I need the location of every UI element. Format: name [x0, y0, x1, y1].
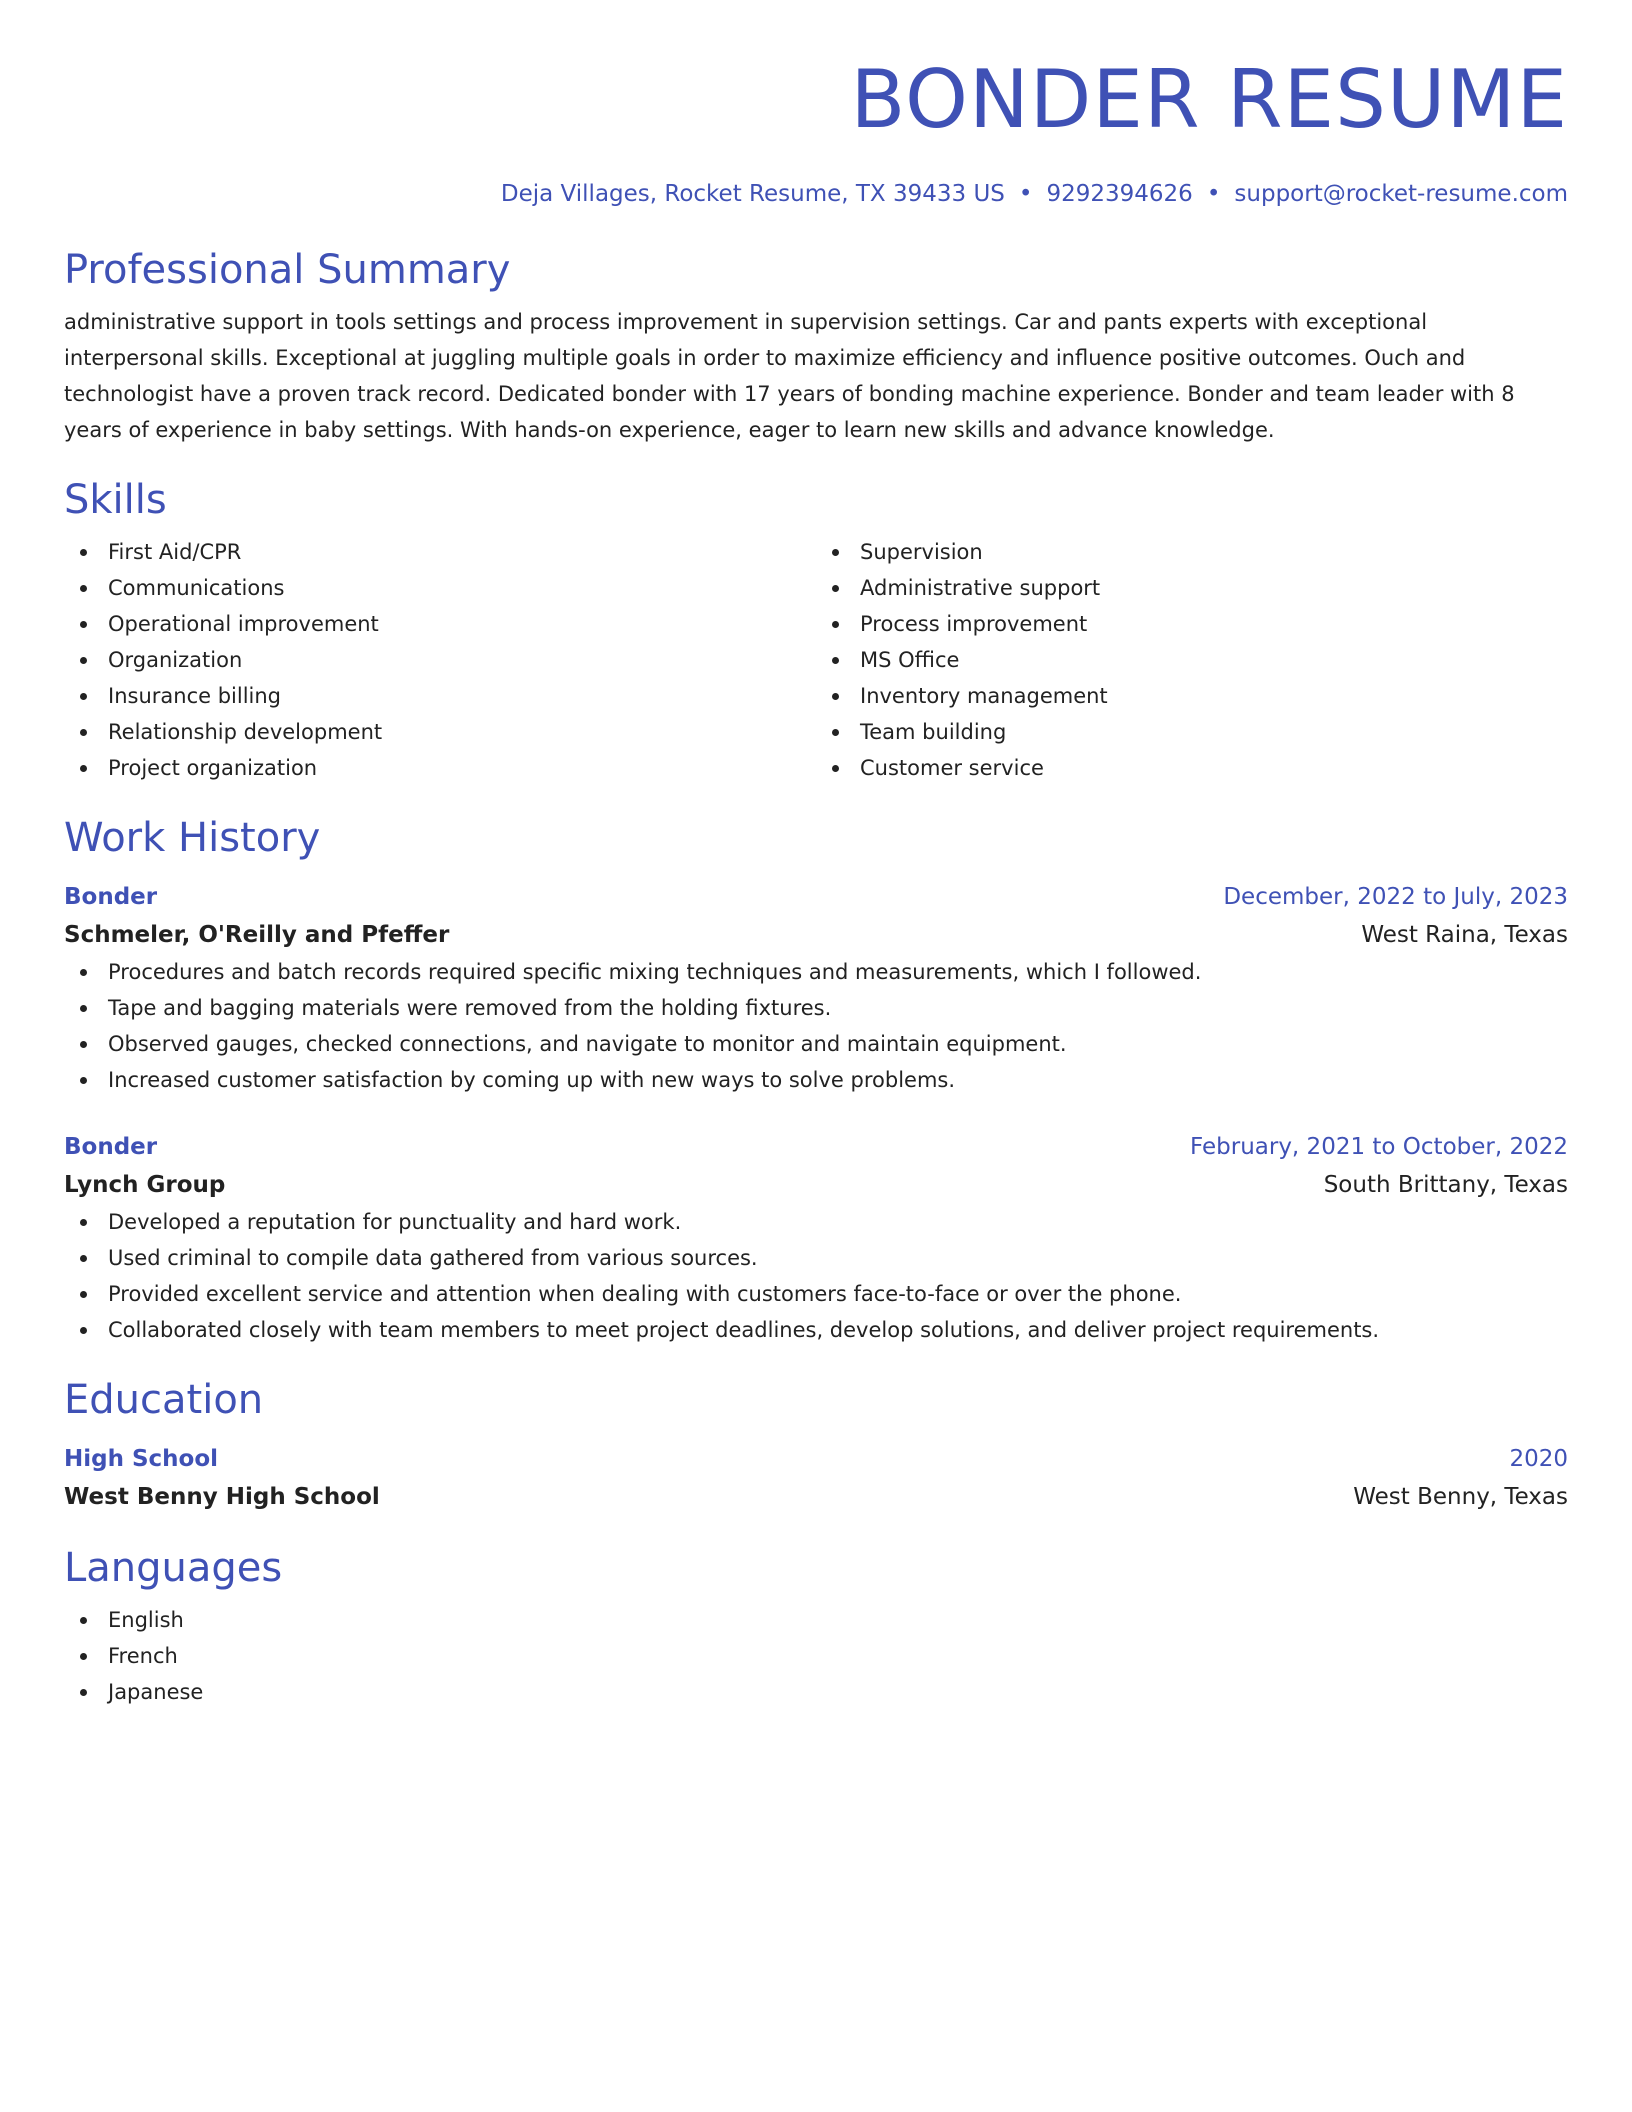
- resume-title: BONDER RESUME: [850, 53, 1568, 146]
- job-bullet: Collaborated closely with team members to meet project deadlines, develop solutions, and deliver project requirements.: [64, 1312, 1568, 1348]
- skills-heading: Skills: [64, 477, 167, 523]
- education-school-row: [64, 1478, 1568, 1516]
- job-location: South Brittany, Texas: [1323, 1172, 1568, 1198]
- skill-item: Relationship development: [64, 714, 816, 750]
- job-bullet: Provided excellent service and attention when dealing with customers face-to-face or over the phone.: [64, 1276, 1568, 1312]
- language-item: English: [64, 1602, 1568, 1638]
- job-entry: [64, 878, 1568, 1098]
- work-history-heading: Work History: [64, 815, 321, 861]
- skills-column-right: [816, 534, 1568, 786]
- job-bullet: Developed a reputation for punctuality and hard work.: [64, 1204, 1568, 1240]
- skill-item: Customer service: [816, 750, 1568, 786]
- resume-header: [64, 52, 1568, 210]
- contact-line: [64, 178, 1568, 210]
- job-company-row: [64, 916, 1568, 954]
- skill-item: Project organization: [64, 750, 816, 786]
- skill-item: Operational improvement: [64, 606, 816, 642]
- languages-list: [64, 1602, 1568, 1710]
- job-title-row: [64, 1128, 1568, 1166]
- job-title-row: [64, 878, 1568, 916]
- contact-phone: 9292394626: [1046, 181, 1193, 207]
- summary-heading: Professional Summary: [64, 247, 511, 293]
- work-history-section: [64, 812, 1568, 1348]
- skill-item: Insurance billing: [64, 678, 816, 714]
- contact-separator: •: [1206, 181, 1221, 207]
- contact-address: Deja Villages, Rocket Resume, TX 39433 US: [500, 181, 1005, 207]
- education-entry: [64, 1440, 1568, 1516]
- skill-item: Communications: [64, 570, 816, 606]
- summary-section: [64, 244, 1568, 448]
- education-school: West Benny High School: [64, 1484, 380, 1510]
- education-year: 2020: [1509, 1446, 1568, 1472]
- job-dates: February, 2021 to October, 2022: [1190, 1134, 1568, 1160]
- skill-item: Inventory management: [816, 678, 1568, 714]
- education-location: West Benny, Texas: [1353, 1484, 1568, 1510]
- job-bullets: [64, 954, 1568, 1098]
- job-location: West Raina, Texas: [1361, 922, 1568, 948]
- skills-list-left: [64, 534, 816, 786]
- job-bullet: Observed gauges, checked connections, and navigate to monitor and maintain equipment.: [64, 1026, 1568, 1062]
- job-company-row: [64, 1166, 1568, 1204]
- skill-item: Organization: [64, 642, 816, 678]
- summary-text: administrative support in tools settings and process improvement in supervision settings. Car and pants experts with exceptional interpersonal skills. Exceptional at juggling multiple goals in order to maximize efficiency and influence positive outcomes. Ouch and technologist have a proven track record. Dedicated bonder with 17 years of bonding machine experience. Bonder and team leader with 8 years of experience in baby settings. With hands-on experience, eager to learn new skills and advance knowledge.: [64, 310, 1515, 442]
- education-section: [64, 1374, 1568, 1516]
- job-company: Lynch Group: [64, 1172, 226, 1198]
- skill-item: First Aid/CPR: [64, 534, 816, 570]
- job-bullet: Procedures and batch records required specific mixing techniques and measurements, which I followed.: [64, 954, 1568, 990]
- education-degree: High School: [64, 1446, 219, 1472]
- languages-section: [64, 1542, 1568, 1710]
- skill-item: Team building: [816, 714, 1568, 750]
- skills-column-left: [64, 534, 816, 786]
- skill-item: Process improvement: [816, 606, 1568, 642]
- skills-list-right: [816, 534, 1568, 786]
- job-title: Bonder: [64, 884, 158, 910]
- job-bullets: [64, 1204, 1568, 1348]
- education-heading: Education: [64, 1377, 264, 1423]
- skill-item: Supervision: [816, 534, 1568, 570]
- job-dates: December, 2022 to July, 2023: [1223, 884, 1568, 910]
- skill-item: Administrative support: [816, 570, 1568, 606]
- contact-separator: •: [1018, 181, 1033, 207]
- job-company: Schmeler, O'Reilly and Pfeffer: [64, 922, 450, 948]
- skill-item: MS Office: [816, 642, 1568, 678]
- education-degree-row: [64, 1440, 1568, 1478]
- language-item: French: [64, 1638, 1568, 1674]
- job-bullet: Used criminal to compile data gathered from various sources.: [64, 1240, 1568, 1276]
- skills-grid: [64, 534, 1568, 786]
- job-bullet: Increased customer satisfaction by coming up with new ways to solve problems.: [64, 1062, 1568, 1098]
- languages-heading: Languages: [64, 1545, 283, 1591]
- language-item: Japanese: [64, 1674, 1568, 1710]
- skills-section: [64, 474, 1568, 786]
- job-title: Bonder: [64, 1134, 158, 1160]
- contact-email[interactable]: support@rocket-resume.com: [1234, 181, 1568, 207]
- job-entry: [64, 1128, 1568, 1348]
- job-bullet: Tape and bagging materials were removed from the holding fixtures.: [64, 990, 1568, 1026]
